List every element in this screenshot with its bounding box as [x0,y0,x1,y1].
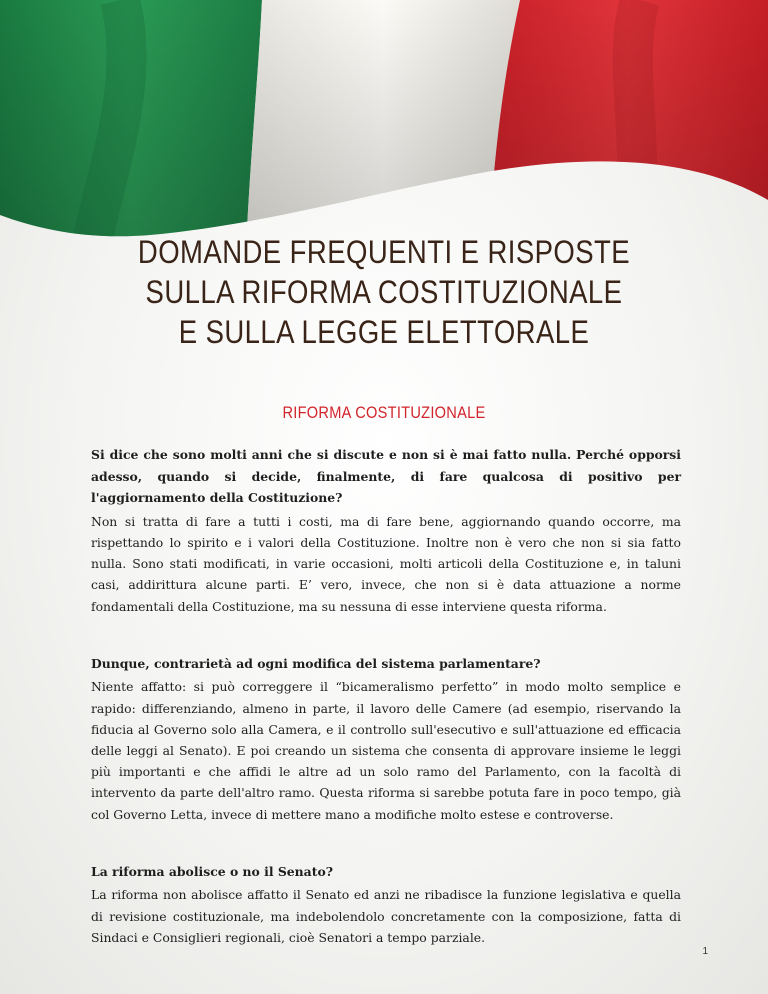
faq-item [91,444,681,617]
faq-item [91,653,681,825]
faq-answer: Niente affatto: si può correggere il “bicameralismo perfetto” in modo molto semplice e rapido: differenziando, almeno in parte, il lavoro delle Camere (ad esempio, riservando la fiducia al Governo solo alla Camera, e il controllo sull'esecutivo e sull'attuazione ed efficacia delle leggi al Senato). E poi creando un sistema che consenta di approvare insieme le leggi più importanti e che affidi le altre ad un solo ramo del Parlamento, con la facoltà di intervento da parte dell'altro ramo. Questa riforma si sarebbe potuta fare in poco tempo, già col Governo Letta, invece di mettere mano a modifiche molto estese e controverse. [91,679,681,822]
faq-answer: Non si tratta di fare a tutti i costi, ma di fare bene, aggiornando quando occorre, ma rispettando lo spirito e i valori della Costituzione. Inoltre non è vero che non si sia fatto nulla. Sono stati modificati, in varie occasioni, molti articoli della Costituzione e, in taluni casi, addirittura alcune parti. E’ vero, invece, che non si è data attuazione a norme fondamentali della Costituzione, ma su nessuna di esse interviene questa riforma. [91,513,681,614]
faq-answer: La riforma non abolisce affatto il Senato ed anzi ne ribadisce la funzione legislativa e quella di revisione costituzionale, ma indebolendolo concretamente con la composizione, fatta di Sindaci e Consiglieri regionali, cioè Senatori a tempo parziale. [91,887,681,945]
page-number: 1 [702,946,708,957]
document-title [54,232,714,352]
faq-question: La riforma abolisce o no il Senato? [91,863,333,879]
faq-item [91,861,681,948]
faq-content [91,444,681,976]
faq-question: Dunque, contrarietà ad ogni modifica del sistema parlamentare? [91,655,541,671]
italian-flag-banner [0,0,768,250]
faq-question: Si dice che sono molti anni che si discute e non si è mai fatto nulla. Perché opporsi adesso, quando si decide, finalmente, di fare qualcosa di positivo per l'aggiornamento della Costituzione? [91,447,681,506]
section-heading: RIFORMA COSTITUZIONALE [282,403,486,422]
title-line-1: DOMANDE FREQUENTI E RISPOSTE [137,234,631,270]
title-line-3: E SULLA LEGGE ELETTORALE [178,314,590,350]
title-line-2: SULLA RIFORMA COSTITUZIONALE [145,274,623,310]
